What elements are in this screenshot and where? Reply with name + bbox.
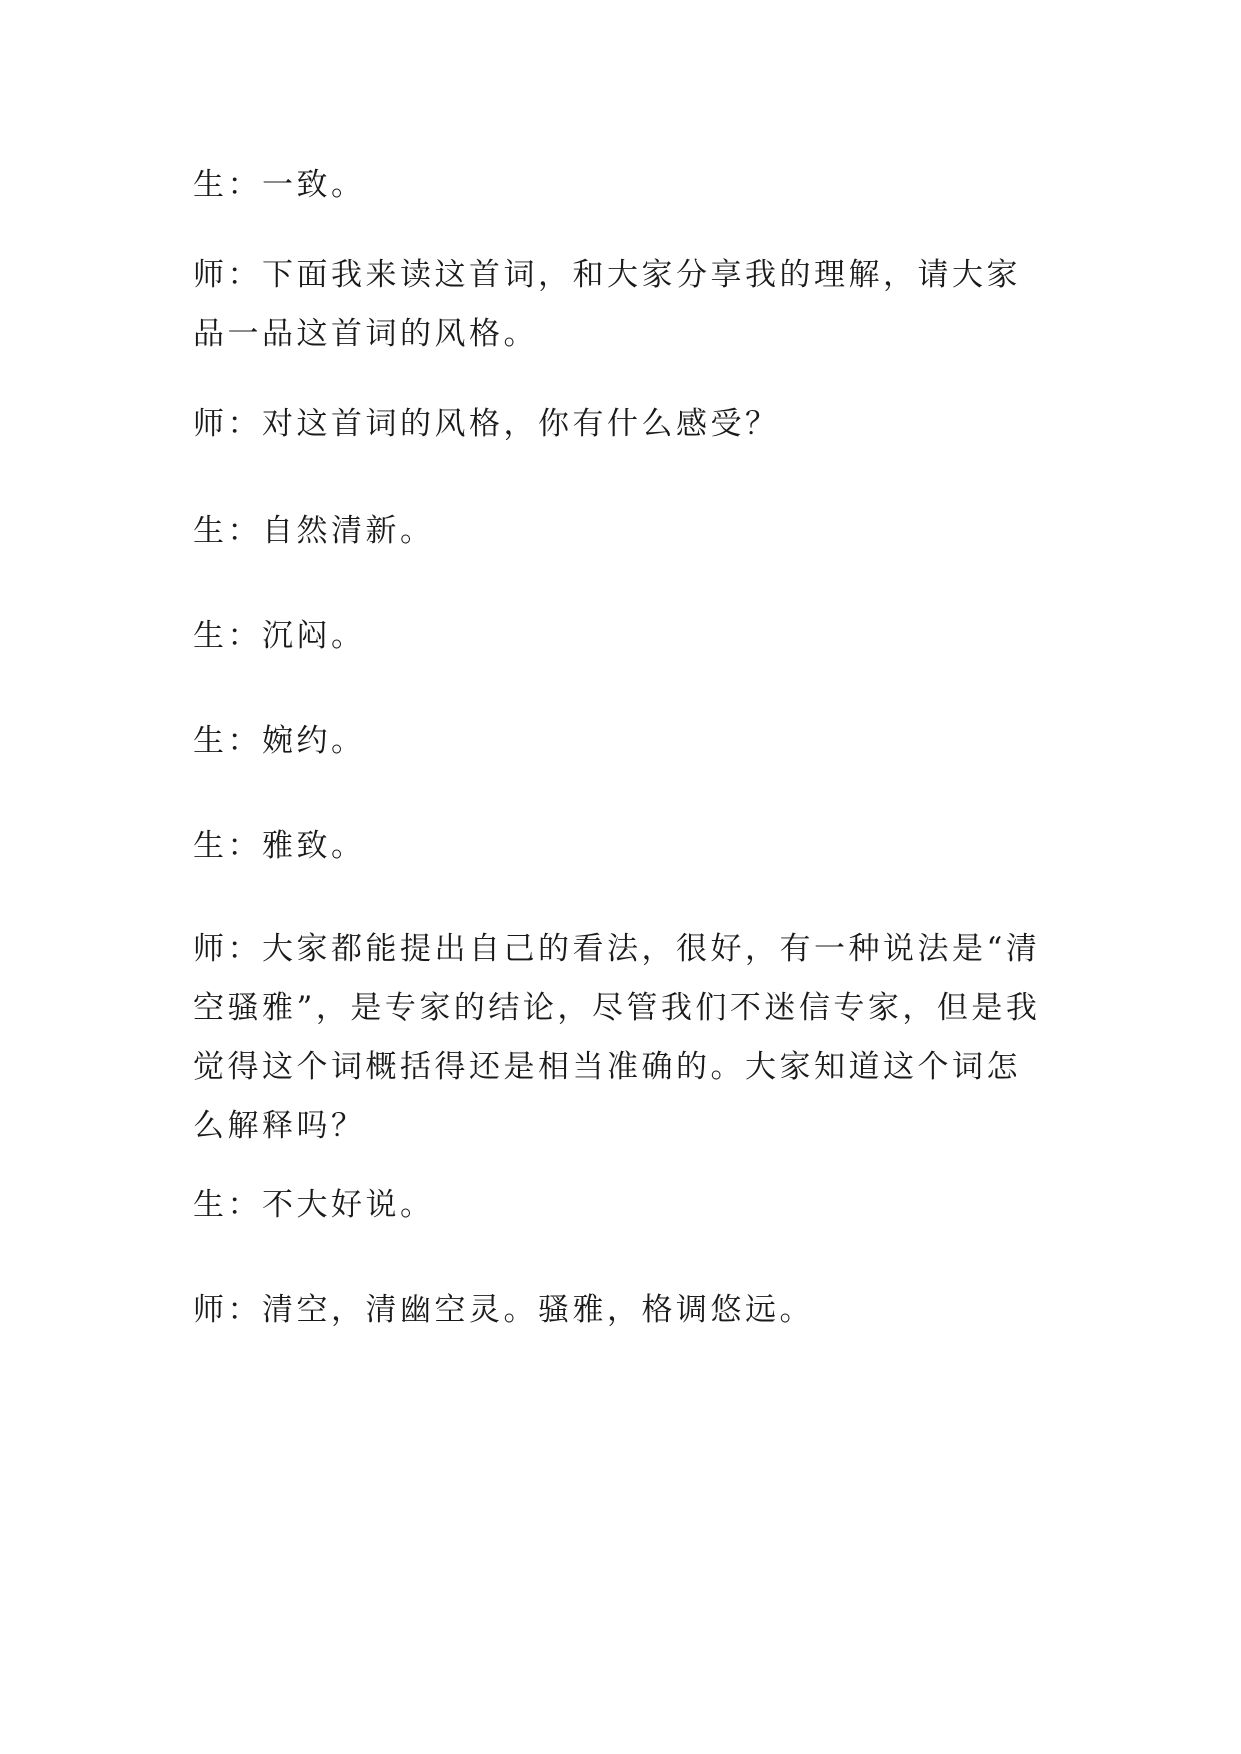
paragraph-3: 师：对这首词的风格，你有什么感受？: [193, 406, 780, 442]
paragraph-7: 生：雅致。: [193, 828, 366, 864]
paragraph-5: 生：沉闷。: [193, 618, 366, 654]
paragraph-6: 生：婉约。: [193, 723, 366, 759]
paragraph-1: 生：一致。: [193, 167, 366, 203]
paragraph-4: 生：自然清新。: [193, 513, 435, 549]
paragraph-8: 师：大家都能提出自己的看法，很好，有一种说法是“清空骚雅”，是专家的结论，尽管我们不迷信专家，但是我觉得这个词概括得还是相当准确的。大家知道这个词怎么解释吗？: [193, 931, 1041, 1144]
paragraph-10: 师：清空，清幽空灵。骚雅，格调悠远。: [193, 1292, 814, 1328]
paragraph-9: 生：不大好说。: [193, 1187, 435, 1223]
paragraph-2: 师：下面我来读这首词，和大家分享我的理解，请大家品一品这首词的风格。: [193, 257, 1021, 352]
